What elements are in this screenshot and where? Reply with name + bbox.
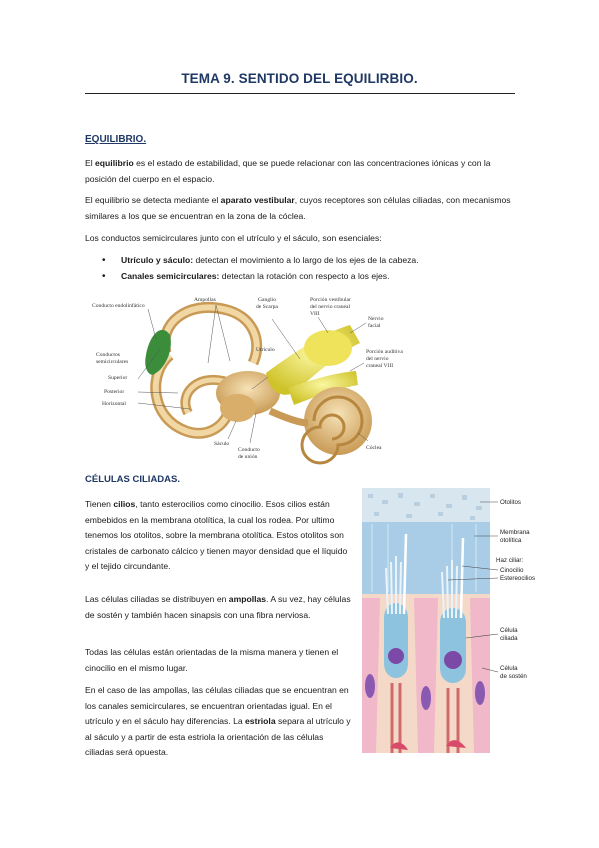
label-celula-sosten-1: Célula [500, 665, 518, 672]
label-celula-sosten-2: de sostén [500, 673, 527, 680]
label-haz-ciliar: Haz ciliar: [496, 557, 524, 564]
bullet-list [100, 253, 419, 284]
paragraph-estriola: En el caso de las ampollas, las células ciliadas que se encuentran en los canales semicirculares, se encuentran orientadas igual. En el utrículo y en el sáculo hay diferencias. La estriola separa al utrículo y al sáculo y a partir de esta estriola la orientación de las células ciliadas será opuesta. [85, 685, 351, 757]
label-conductos-1: Conductos [96, 352, 120, 358]
label-porcion-auditiva-2: del nervio [366, 356, 389, 362]
label-porcion-vestibular-1: Porción vestibular [310, 297, 351, 303]
paragraph-equilibrio-definition: El equilibrio es el estado de estabilidad, que se puede relacionar con las concentraciones iónicas y con la posición del cuerpo en el espacio. [85, 158, 491, 184]
label-nervio-2: facial [368, 323, 381, 329]
label-posterior: Posterior [104, 389, 125, 395]
section-heading-celulas-ciliadas: CÉLULAS CILIADAS. [85, 474, 180, 485]
label-otolitos: Otolitos [500, 499, 521, 506]
label-saculo: Sáculo [214, 441, 230, 447]
label-porcion-auditiva-3: craneal VIII [366, 363, 394, 369]
otolithic-membrane [362, 522, 490, 594]
label-membrana-2: otolítica [500, 537, 522, 544]
label-porcion-vestibular-2: del nervio craneal [310, 304, 351, 310]
label-utriculo: Utrículo [256, 347, 275, 353]
support-cell-nucleus [365, 674, 375, 698]
section-heading-equilibrio: EQUILIBRIO. [85, 134, 147, 145]
list-item: • Canales semicirculares: detectan la rotación con respecto a los ejes. [100, 269, 419, 285]
paragraph-cilios: Tienen cilios, tanto esterocilios como cinocilio. Esos cilios están embebidos en la membrana otolítica, la cual los rodea. Por ultimo tenemos los otolitos, sobre la membrana otolítica. Estos otolitos son cristales de carbonato cálcico y tienen mayor densidad que el líquido y el tejido circundante. [85, 499, 348, 571]
label-celula-ciliada-2: ciliada [500, 635, 518, 642]
label-cinocilio: Cinocilio [500, 567, 524, 574]
list-item: • Utrículo y sáculo: detectan el movimiento a lo largo de los ejes de la cabeza. [100, 253, 419, 269]
label-superior: Superior [108, 375, 128, 381]
label-conducto-union-1: Conducto [238, 447, 260, 453]
label-ampollas: Ampollas [194, 297, 216, 303]
label-ganglio-1: Ganglio [258, 297, 277, 303]
paragraph-conductos: Los conductos semicirculares junto con el utrículo y el sáculo, son esenciales: [85, 233, 382, 243]
page-title: TEMA 9. SENTIDO DEL EQUILIRBIO. [181, 71, 418, 86]
label-nervio-1: Nervio [368, 316, 384, 322]
label-conducto-union-2: de unión [238, 454, 258, 460]
label-membrana-1: Membrana [500, 529, 530, 536]
label-conductos-2: semicirculares [96, 359, 129, 365]
hair-cell-illustration [362, 488, 536, 753]
paragraph-aparato-vestibular: El equilibrio se detecta mediante el aparato vestibular, cuyos receptores son células ciliadas, con mecanismos similares a los que se encuentran en la zona de la cóclea. [85, 195, 511, 221]
endolymphatic-duct [145, 330, 171, 375]
label-horizontal: Horizontal [102, 401, 126, 407]
title-rule [85, 93, 515, 94]
paragraph-ampollas: Las células ciliadas se distribuyen en ampollas. A su vez, hay células de sostén y también hacen sinapsis con una fibra nerviosa. [85, 594, 351, 620]
label-ganglio-2: de Scarpa [256, 304, 278, 310]
inner-ear-illustration [88, 293, 418, 465]
label-conducto-endolinfatico: Conducto endolinfático [92, 303, 145, 309]
label-estereocilios: Estereocilios [500, 575, 536, 582]
label-coclea: Cóclea [366, 445, 382, 451]
label-porcion-vestibular-3: VIII [310, 311, 320, 317]
label-porcion-auditiva-1: Porción auditiva [366, 349, 403, 355]
label-celula-ciliada-1: Célula [500, 627, 518, 634]
paragraph-orientacion: Todas las células están orientadas de la misma manera y tienen el cinocilio en el mismo lugar. [85, 647, 339, 673]
